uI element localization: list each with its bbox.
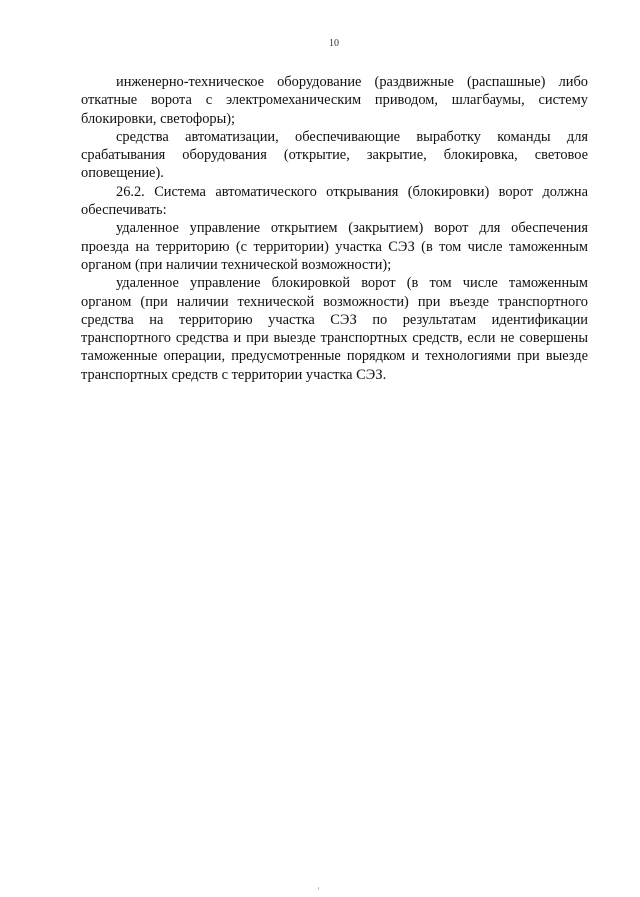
page-number: 10: [329, 38, 339, 49]
document-body: [81, 73, 588, 384]
paragraph-remote-blocking-control: удаленное управление блокировкой ворот (в том числе таможенным органом (при наличии технической возможности) при въезде транспортного средства на территорию участка СЭЗ по результатам идентификации транспортного средства и при выезде транспортных средств, если не совершены таможенные операции, предусмотренные порядком и технологиями при выезде транспортных средств с территории участка СЭЗ.: [81, 275, 588, 383]
paragraph-automation-means: средства автоматизации, обеспечивающие выработку команды для срабатывания оборудования (открытие, закрытие, блокировка, световое оповещение).: [81, 128, 588, 182]
paragraph-remote-opening-control: удаленное управление открытием (закрытием) ворот для обеспечения проезда на территорию (с территории) участка СЭЗ (в том числе таможенным органом (при наличии технической возможности);: [81, 220, 588, 273]
paragraph-engineering-equipment: инженерно-техническое оборудование (раздвижные (распашные) либо откатные ворота с электромеханическим приводом, шлагбаумы, систему блокировки, светофоры);: [81, 74, 588, 127]
scan-speck: [318, 887, 319, 890]
paragraph-section-26-2: 26.2. Система автоматического открывания (блокировки) ворот должна обеспечивать:: [81, 183, 588, 219]
